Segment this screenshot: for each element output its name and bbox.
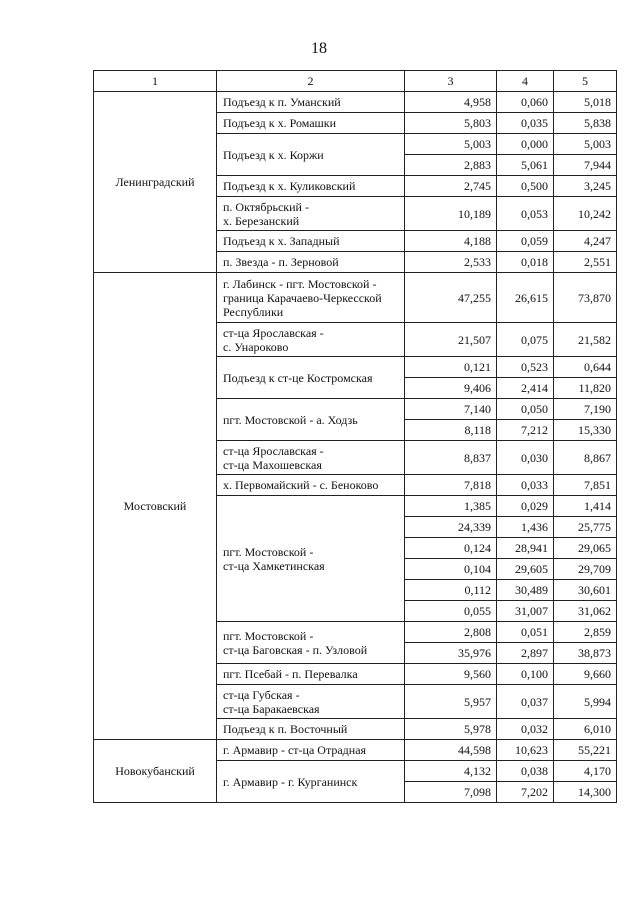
value-col4-cell: 28,941 <box>497 538 554 559</box>
road-name-cell: г. Армавир - ст-ца Отрадная <box>217 740 405 761</box>
header-row <box>94 71 617 92</box>
value-col4-cell: 0,037 <box>497 685 554 719</box>
road-name-cell: г. Армавир - г. Курганинск <box>217 761 405 803</box>
value-col3-cell: 8,118 <box>405 420 497 441</box>
value-col4-cell: 0,033 <box>497 475 554 496</box>
value-col4-cell: 5,061 <box>497 155 554 176</box>
header-cell: 4 <box>497 71 554 92</box>
value-col5-cell: 38,873 <box>554 643 617 664</box>
road-name-cell: Подъезд к х. Куликовский <box>217 176 405 197</box>
value-col4-cell: 0,060 <box>497 92 554 113</box>
table-row <box>94 92 617 113</box>
road-name-cell: пгт. Мостовской - ст-ца Баговская - п. Узловой <box>217 622 405 664</box>
road-name-cell: Подъезд к х. Ромашки <box>217 113 405 134</box>
value-col5-cell: 0,644 <box>554 357 617 378</box>
road-name-cell: х. Первомайский - с. Беноково <box>217 475 405 496</box>
value-col5-cell: 5,994 <box>554 685 617 719</box>
value-col3-cell: 2,745 <box>405 176 497 197</box>
value-col4-cell: 0,032 <box>497 719 554 740</box>
value-col3-cell: 0,055 <box>405 601 497 622</box>
value-col4-cell: 0,029 <box>497 496 554 517</box>
value-col3-cell: 5,003 <box>405 134 497 155</box>
road-name-cell: Подъезд к ст-це Костромская <box>217 357 405 399</box>
value-col3-cell: 2,883 <box>405 155 497 176</box>
value-col4-cell: 0,050 <box>497 399 554 420</box>
value-col4-cell: 2,414 <box>497 378 554 399</box>
value-col5-cell: 11,820 <box>554 378 617 399</box>
value-col4-cell: 0,523 <box>497 357 554 378</box>
value-col5-cell: 2,551 <box>554 252 617 273</box>
road-name-cell: пгт. Мостовской - ст-ца Хамкетинская <box>217 496 405 622</box>
road-name-cell: г. Лабинск - пгт. Мостовской - граница Карачаево-Черкесской Республики <box>217 273 405 323</box>
road-name-cell: пгт. Мостовской - а. Ходзь <box>217 399 405 441</box>
value-col5-cell: 7,851 <box>554 475 617 496</box>
value-col5-cell: 31,062 <box>554 601 617 622</box>
value-col5-cell: 2,859 <box>554 622 617 643</box>
value-col4-cell: 7,202 <box>497 782 554 803</box>
road-name-cell: п. Звезда - п. Зерновой <box>217 252 405 273</box>
value-col5-cell: 1,414 <box>554 496 617 517</box>
value-col3-cell: 1,385 <box>405 496 497 517</box>
value-col3-cell: 9,406 <box>405 378 497 399</box>
value-col4-cell: 2,897 <box>497 643 554 664</box>
value-col3-cell: 5,978 <box>405 719 497 740</box>
value-col4-cell: 31,007 <box>497 601 554 622</box>
table-body <box>94 92 617 803</box>
value-col3-cell: 10,189 <box>405 197 497 231</box>
region-cell: Ленинградский <box>94 92 217 273</box>
value-col3-cell: 4,958 <box>405 92 497 113</box>
value-col5-cell: 5,018 <box>554 92 617 113</box>
value-col4-cell: 0,051 <box>497 622 554 643</box>
value-col4-cell: 0,053 <box>497 197 554 231</box>
value-col4-cell: 0,500 <box>497 176 554 197</box>
value-col5-cell: 25,775 <box>554 517 617 538</box>
value-col4-cell: 30,489 <box>497 580 554 601</box>
road-name-cell: пгт. Псебай - п. Перевалка <box>217 664 405 685</box>
table-row <box>94 740 617 761</box>
value-col3-cell: 0,124 <box>405 538 497 559</box>
road-name-cell: п. Октябрьский - х. Березанский <box>217 197 405 231</box>
value-col3-cell: 7,098 <box>405 782 497 803</box>
value-col4-cell: 0,100 <box>497 664 554 685</box>
value-col4-cell: 0,038 <box>497 761 554 782</box>
header-cell: 2 <box>217 71 405 92</box>
value-col5-cell: 15,330 <box>554 420 617 441</box>
road-name-cell: ст-ца Ярославская - ст-ца Махошевская <box>217 441 405 475</box>
value-col4-cell: 10,623 <box>497 740 554 761</box>
value-col5-cell: 21,582 <box>554 323 617 357</box>
value-col3-cell: 21,507 <box>405 323 497 357</box>
value-col5-cell: 10,242 <box>554 197 617 231</box>
road-table <box>93 70 617 803</box>
value-col5-cell: 4,170 <box>554 761 617 782</box>
value-col5-cell: 8,867 <box>554 441 617 475</box>
value-col5-cell: 6,010 <box>554 719 617 740</box>
value-col3-cell: 8,837 <box>405 441 497 475</box>
road-name-cell: ст-ца Губская - ст-ца Баракаевская <box>217 685 405 719</box>
value-col4-cell: 29,605 <box>497 559 554 580</box>
value-col3-cell: 0,104 <box>405 559 497 580</box>
value-col3-cell: 0,121 <box>405 357 497 378</box>
value-col3-cell: 7,818 <box>405 475 497 496</box>
value-col3-cell: 7,140 <box>405 399 497 420</box>
value-col4-cell: 0,059 <box>497 231 554 252</box>
road-name-cell: Подъезд к п. Восточный <box>217 719 405 740</box>
value-col3-cell: 9,560 <box>405 664 497 685</box>
value-col4-cell: 1,436 <box>497 517 554 538</box>
header-cell: 3 <box>405 71 497 92</box>
value-col4-cell: 0,018 <box>497 252 554 273</box>
value-col4-cell: 0,035 <box>497 113 554 134</box>
value-col5-cell: 5,838 <box>554 113 617 134</box>
road-name-cell: Подъезд к п. Уманский <box>217 92 405 113</box>
value-col5-cell: 29,709 <box>554 559 617 580</box>
value-col5-cell: 9,660 <box>554 664 617 685</box>
road-name-cell: ст-ца Ярославская - с. Унароково <box>217 323 405 357</box>
header-cell: 5 <box>554 71 617 92</box>
value-col3-cell: 47,255 <box>405 273 497 323</box>
value-col3-cell: 4,132 <box>405 761 497 782</box>
value-col3-cell: 5,957 <box>405 685 497 719</box>
value-col3-cell: 4,188 <box>405 231 497 252</box>
value-col3-cell: 35,976 <box>405 643 497 664</box>
value-col3-cell: 0,112 <box>405 580 497 601</box>
value-col5-cell: 30,601 <box>554 580 617 601</box>
value-col4-cell: 26,615 <box>497 273 554 323</box>
region-cell: Новокубанский <box>94 740 217 803</box>
value-col5-cell: 7,944 <box>554 155 617 176</box>
value-col4-cell: 0,075 <box>497 323 554 357</box>
value-col5-cell: 14,300 <box>554 782 617 803</box>
value-col5-cell: 55,221 <box>554 740 617 761</box>
value-col5-cell: 5,003 <box>554 134 617 155</box>
value-col3-cell: 24,339 <box>405 517 497 538</box>
value-col3-cell: 2,533 <box>405 252 497 273</box>
value-col5-cell: 73,870 <box>554 273 617 323</box>
value-col5-cell: 3,245 <box>554 176 617 197</box>
value-col4-cell: 0,000 <box>497 134 554 155</box>
value-col3-cell: 5,803 <box>405 113 497 134</box>
road-name-cell: Подъезд к х. Коржи <box>217 134 405 176</box>
region-cell: Мостовский <box>94 273 217 740</box>
value-col5-cell: 7,190 <box>554 399 617 420</box>
header-cell: 1 <box>94 71 217 92</box>
page-number: 18 <box>311 40 327 57</box>
value-col5-cell: 4,247 <box>554 231 617 252</box>
value-col3-cell: 44,598 <box>405 740 497 761</box>
table-row <box>94 273 617 323</box>
road-name-cell: Подъезд к х. Западный <box>217 231 405 252</box>
value-col5-cell: 29,065 <box>554 538 617 559</box>
value-col3-cell: 2,808 <box>405 622 497 643</box>
value-col4-cell: 7,212 <box>497 420 554 441</box>
value-col4-cell: 0,030 <box>497 441 554 475</box>
